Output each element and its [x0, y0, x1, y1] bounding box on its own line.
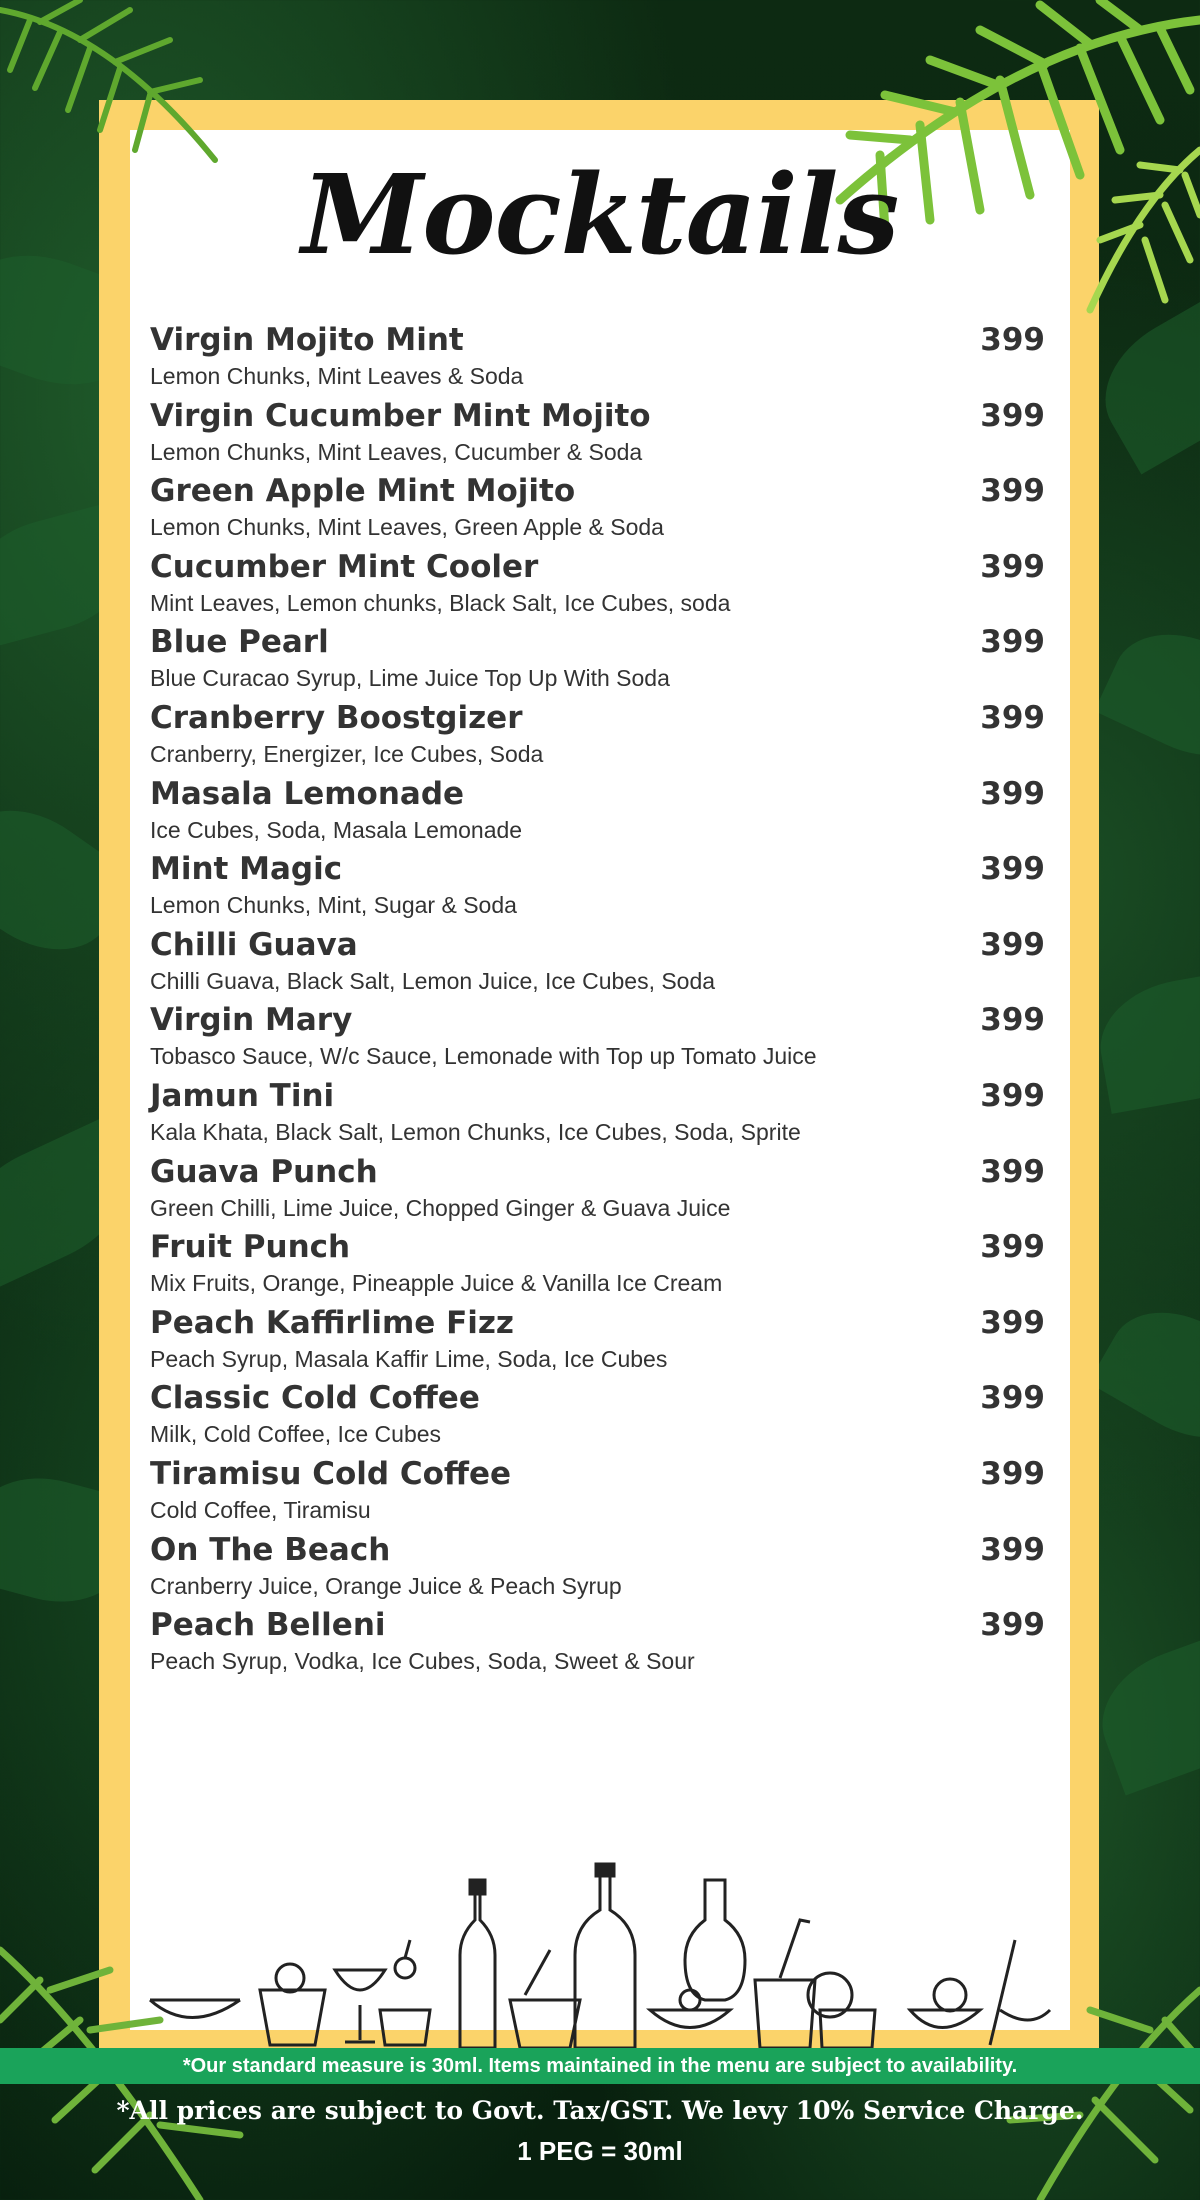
item-description: Cranberry Juice, Orange Juice & Peach Syrup [150, 1572, 622, 1599]
menu-item [150, 774, 1045, 850]
item-name: Cranberry Boostgizer [150, 699, 523, 736]
menu-item [150, 1227, 1045, 1303]
item-price: 399 [980, 548, 1045, 585]
item-description: Peach Syrup, Masala Kaffir Lime, Soda, Ice Cubes [150, 1345, 668, 1372]
item-description: Lemon Chunks, Mint Leaves, Cucumber & Soda [150, 438, 643, 465]
item-price: 399 [980, 473, 1045, 510]
menu-item [150, 1530, 1045, 1606]
item-description: Tobasco Sauce, W/c Sauce, Lemonade with Top up Tomato Juice [150, 1043, 817, 1070]
item-description: Milk, Cold Coffee, Ice Cubes [150, 1421, 442, 1448]
menu-item [150, 320, 1045, 396]
item-name: Jamun Tini [150, 1077, 335, 1114]
item-name: Chilli Guava [150, 926, 358, 963]
item-price: 399 [980, 624, 1045, 661]
item-price: 399 [980, 1380, 1045, 1417]
glass-sketch-icon [510, 1920, 1050, 2048]
item-description: Chilli Guava, Black Salt, Lemon Juice, Ice Cubes, Soda [150, 967, 716, 994]
tax-note: *All prices are subject to Govt. Tax/GST. We levy 10% Service Charge. [116, 2096, 1084, 2125]
menu-list [150, 320, 1045, 1681]
bottle-sketch-icon [460, 1864, 745, 2048]
menu-item [150, 1076, 1045, 1152]
item-name: Cucumber Mint Cooler [150, 548, 539, 585]
item-description: Lemon Chunks, Mint Leaves & Soda [150, 363, 524, 389]
menu-item [150, 1000, 1045, 1076]
item-price: 399 [980, 1153, 1045, 1190]
item-name: Masala Lemonade [150, 775, 465, 812]
item-price: 399 [980, 322, 1045, 358]
menu-item [150, 698, 1045, 774]
item-price: 399 [980, 1002, 1045, 1039]
item-price: 399 [980, 1304, 1045, 1341]
item-name: Virgin Mojito Mint [150, 322, 464, 358]
menu-item [150, 849, 1045, 925]
item-name: Green Apple Mint Mojito [150, 473, 576, 510]
item-description: Mint Leaves, Lemon chunks, Black Salt, Ice Cubes, soda [150, 589, 731, 616]
menu-item [150, 1303, 1045, 1379]
item-name: Peach Belleni [150, 1607, 386, 1644]
item-name: Virgin Cucumber Mint Mojito [150, 397, 651, 434]
menu-item [150, 1378, 1045, 1454]
menu-item [150, 547, 1045, 623]
item-name: Guava Punch [150, 1153, 378, 1190]
item-price: 399 [980, 699, 1045, 736]
item-name: Classic Cold Coffee [150, 1380, 480, 1417]
item-description: Lemon Chunks, Mint Leaves, Green Apple & Soda [150, 514, 664, 541]
item-description: Lemon Chunks, Mint, Sugar & Soda [150, 892, 517, 919]
item-description: Mix Fruits, Orange, Pineapple Juice & Vanilla Ice Cream [150, 1270, 723, 1297]
item-description: Green Chilli, Lime Juice, Chopped Ginger & Guava Juice [150, 1194, 731, 1221]
menu-item [150, 471, 1045, 547]
item-name: Tiramisu Cold Coffee [150, 1455, 512, 1492]
item-price: 399 [980, 1077, 1045, 1114]
item-description: Blue Curacao Syrup, Lime Juice Top Up With Soda [150, 665, 670, 692]
menu-item [150, 1605, 1045, 1681]
availability-note: *Our standard measure is 30ml. Items maintained in the menu are subject to availability. [0, 2048, 1200, 2084]
item-name: On The Beach [150, 1531, 391, 1568]
item-name: Mint Magic [150, 851, 343, 888]
item-price: 399 [980, 926, 1045, 963]
item-name: Fruit Punch [150, 1229, 351, 1266]
menu-item [150, 622, 1045, 698]
item-name: Blue Pearl [150, 624, 329, 661]
item-description: Cold Coffee, Tiramisu [150, 1496, 371, 1523]
item-price: 399 [980, 1531, 1045, 1568]
item-description: Cranberry, Energizer, Ice Cubes, Soda [150, 740, 544, 767]
glass-sketch-icon [150, 1940, 430, 2045]
item-price: 399 [980, 1229, 1045, 1266]
page-title: Mocktails [301, 150, 899, 279]
menu-item [150, 1454, 1045, 1530]
item-price: 399 [980, 1455, 1045, 1492]
menu-item [150, 925, 1045, 1001]
item-name: Virgin Mary [150, 1002, 353, 1039]
menu-item [150, 396, 1045, 472]
item-description: Kala Khata, Black Salt, Lemon Chunks, Ice Cubes, Soda, Sprite [150, 1118, 801, 1145]
item-name: Peach Kaffirlime Fizz [150, 1304, 514, 1341]
item-price: 399 [980, 851, 1045, 888]
item-description: Ice Cubes, Soda, Masala Lemonade [150, 816, 523, 843]
item-price: 399 [980, 1607, 1045, 1644]
menu-item [150, 1152, 1045, 1228]
item-description: Peach Syrup, Vodka, Ice Cubes, Soda, Sweet & Sour [150, 1648, 695, 1675]
item-price: 399 [980, 775, 1045, 812]
drinks-sketch-illustration [130, 1860, 1070, 2050]
item-price: 399 [980, 397, 1045, 434]
peg-note: 1 PEG = 30ml [517, 2136, 683, 2166]
